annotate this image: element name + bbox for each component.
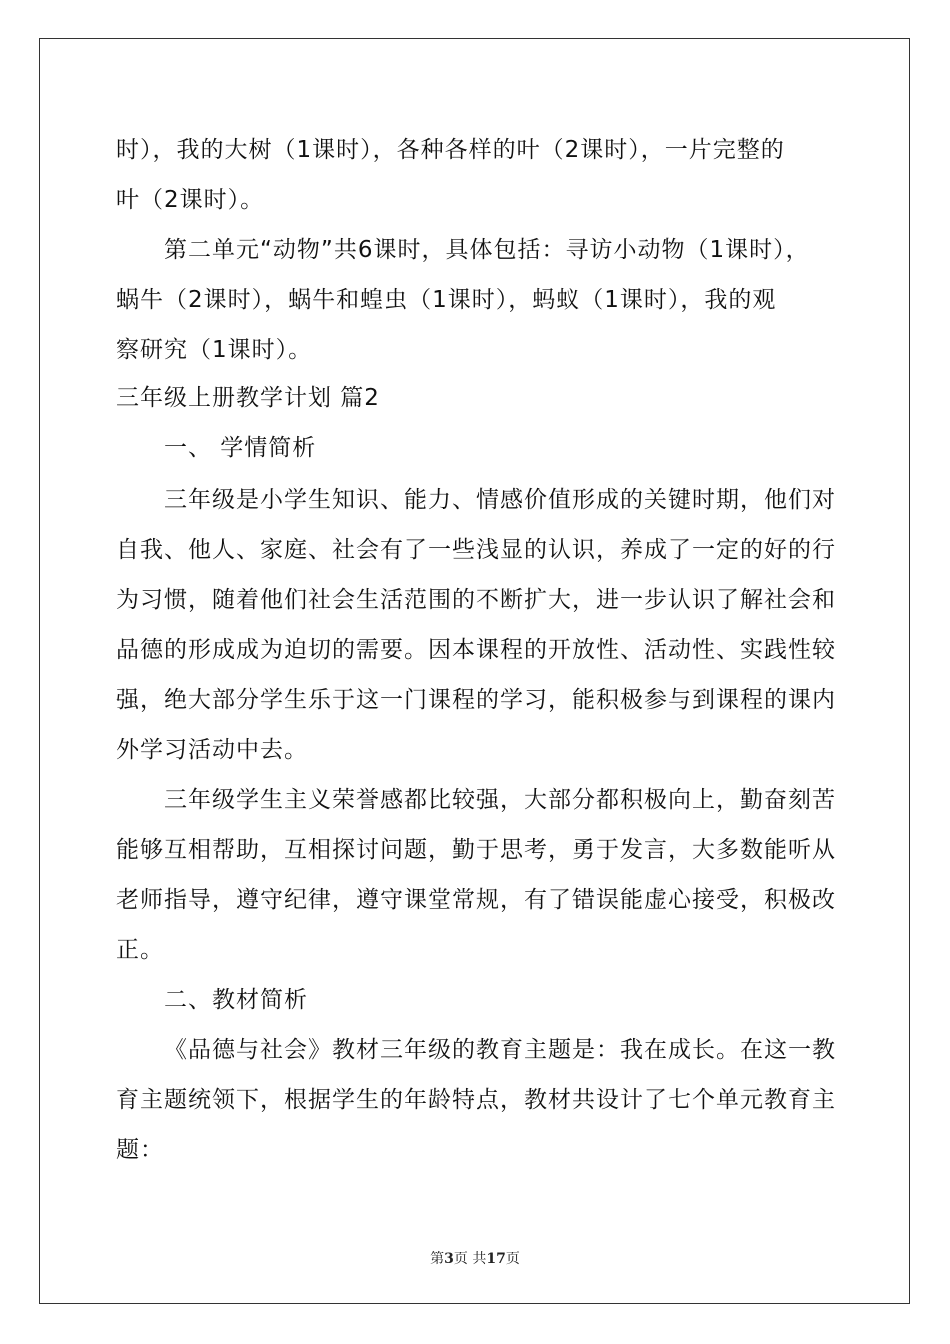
section-title: 三年级上册教学计划 篇2 [116, 385, 380, 411]
text-line: 为习惯，随着他们社会生活范围的不断扩大，进一步认识了解社会和 [116, 587, 836, 613]
text-line: 时），我的大树（1课时），各种各样的叶（2课时），一片完整的 [116, 137, 785, 163]
text-line: 三年级学生主义荣誉感都比较强，大部分都积极向上，勤奋刻苦 [164, 787, 836, 813]
text-line: 叶（2课时）。 [116, 187, 265, 213]
text-line: 自我、他人、家庭、社会有了一些浅显的认识，养成了一定的好的行 [116, 537, 836, 563]
footer-page-number: 3 [444, 1251, 454, 1267]
text-line: 第二单元“动物”共6课时，具体包括：寻访小动物（1课时）， [164, 237, 810, 263]
footer-suffix: 页 [505, 1251, 520, 1267]
text-line: 《品德与社会》教材三年级的教育主题是：我在成长。在这一教 [164, 1037, 836, 1063]
text-line: 能够互相帮助，互相探讨问题，勤于思考，勇于发言，大多数能听从 [116, 837, 836, 863]
text-line: 育主题统领下，根据学生的年龄特点，教材共设计了七个单元教育主 [116, 1087, 836, 1113]
text-line: 蜗牛（2课时），蜗牛和蝗虫（1课时），蚂蚁（1课时），我的观 [116, 287, 777, 313]
text-line: 外学习活动中去。 [116, 737, 308, 763]
text-line: 强，绝大部分学生乐于这一门课程的学习，能积极参与到课程的课内 [116, 687, 836, 713]
text-line: 老师指导，遵守纪律，遵守课堂常规，有了错误能虚心接受，积极改 [116, 887, 836, 913]
heading: 一、 学情简析 [164, 435, 317, 461]
text-line: 三年级是小学生知识、能力、情感价值形成的关键时期，他们对 [164, 487, 836, 513]
page-footer [0, 1248, 950, 1268]
text-line: 品德的形成成为迫切的需要。因本课程的开放性、活动性、实践性较 [116, 637, 836, 663]
footer-total-pages: 17 [486, 1251, 506, 1267]
footer-prefix: 第 [430, 1251, 445, 1267]
text-line: 题： [116, 1137, 164, 1163]
text-line: 正。 [116, 937, 164, 963]
text-line: 察研究（1课时）。 [116, 337, 313, 363]
footer-middle: 页 共 [453, 1251, 487, 1267]
heading: 二、教材简析 [164, 987, 308, 1013]
